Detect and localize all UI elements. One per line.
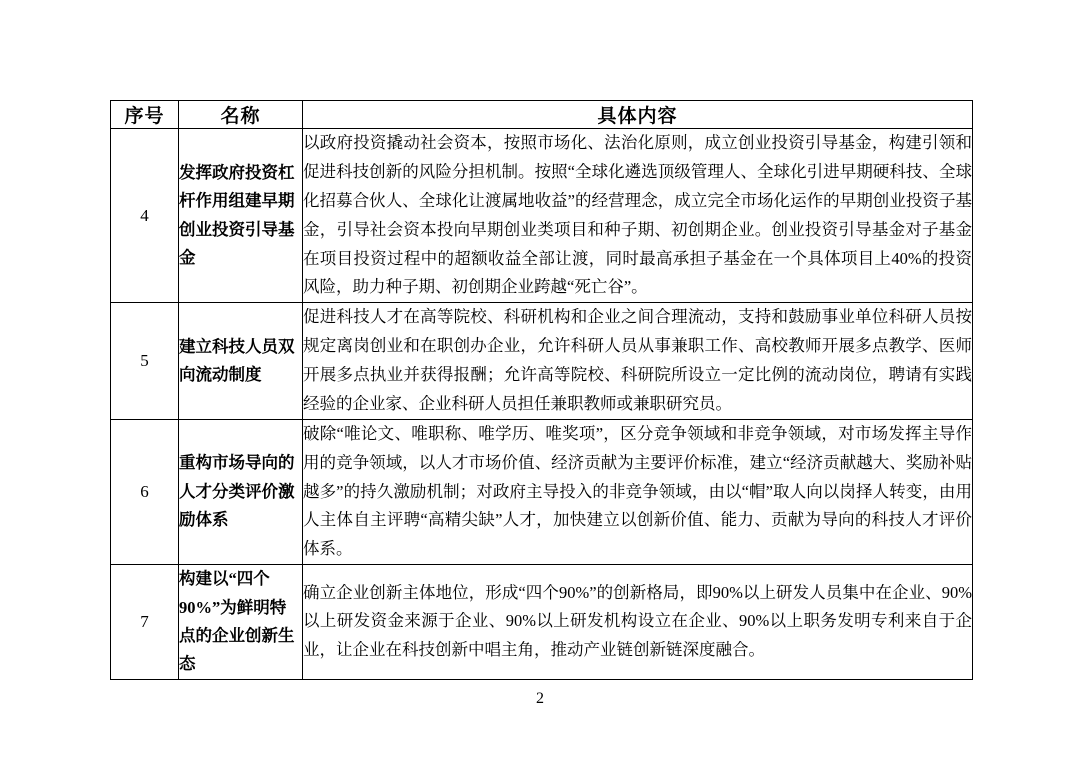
policy-table-container	[110, 100, 972, 680]
row-number: 4	[111, 129, 179, 303]
row-content: 促进科技人才在高等院校、科研机构和企业之间合理流动，支持和鼓励事业单位科研人员按规定离岗创业和在职创办企业，允许科研人员从事兼职工作、高校教师开展多点教学、医师开展多点执业并获得报酬；允许高等院校、科研院所设立一定比例的流动岗位，聘请有实践经验的企业家、企业科研人员担任兼职教师或兼职研究员。	[303, 303, 973, 420]
row-name: 发挥政府投资杠杆作用组建早期创业投资引导基金	[179, 129, 303, 303]
row-name: 建立科技人员双向流动制度	[179, 303, 303, 420]
row-number: 6	[111, 419, 179, 564]
table-row	[111, 565, 973, 680]
row-name: 重构市场导向的人才分类评价激励体系	[179, 419, 303, 564]
column-header-no: 序号	[111, 101, 179, 129]
row-content: 确立企业创新主体地位，形成“四个90%”的创新格局，即90%以上研发人员集中在企业、90%以上研发资金来源于企业、90%以上研发机构设立在企业、90%以上职务发明专利来自于企业，让企业在科技创新中唱主角，推动产业链创新链深度融合。	[303, 565, 973, 680]
row-content: 破除“唯论文、唯职称、唯学历、唯奖项”，区分竞争领域和非竞争领域，对市场发挥主导作用的竞争领域，以人才市场价值、经济贡献为主要评价标准，建立“经济贡献越大、奖励补贴越多”的持久激励机制；对政府主导投入的非竞争领域，由以“帽”取人向以岗择人转变，由用人主体自主评聘“高精尖缺”人才，加快建立以创新价值、能力、贡献为导向的科技人才评价体系。	[303, 419, 973, 564]
column-header-content: 具体内容	[303, 101, 973, 129]
table-header-row	[111, 101, 973, 129]
table-row	[111, 129, 973, 303]
row-number: 5	[111, 303, 179, 420]
table-row	[111, 303, 973, 420]
policy-table	[110, 100, 973, 680]
table-row	[111, 419, 973, 564]
column-header-name: 名称	[179, 101, 303, 129]
row-name: 构建以“四个90%”为鲜明特点的企业创新生态	[179, 565, 303, 680]
row-number: 7	[111, 565, 179, 680]
row-content: 以政府投资撬动社会资本，按照市场化、法治化原则，成立创业投资引导基金，构建引领和促进科技创新的风险分担机制。按照“全球化遴选顶级管理人、全球化引进早期硬科技、全球化招募合伙人、全球化让渡属地收益”的经营理念，成立完全市场化运作的早期创业投资子基金，引导社会资本投向早期创业类项目和种子期、初创期企业。创业投资引导基金对子基金在项目投资过程中的超额收益全部让渡，同时最高承担子基金在一个具体项目上40%的投资风险，助力种子期、初创期企业跨越“死亡谷”。	[303, 129, 973, 303]
page-number: 2	[536, 690, 544, 707]
